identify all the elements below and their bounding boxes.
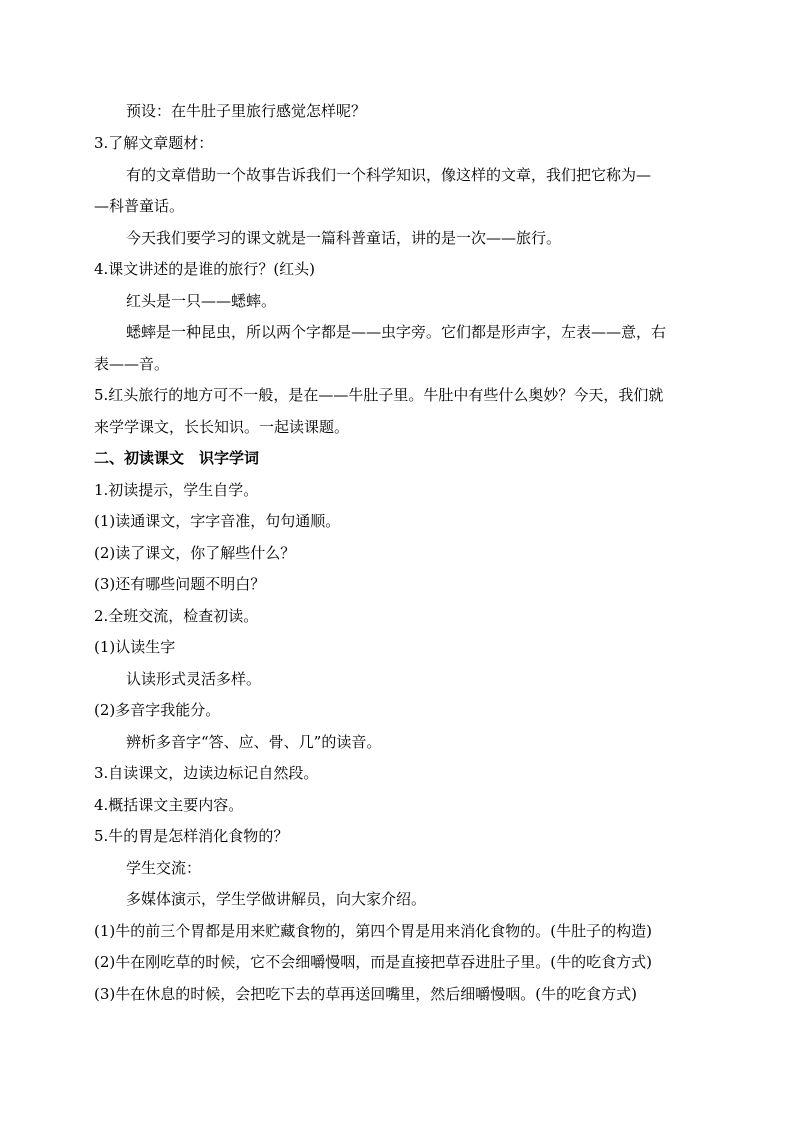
paragraph-line: 学生交流： [126, 859, 202, 877]
list-item: (1)牛的前三个胃都是用来贮藏食物的，第四个胃是用来消化食物的。(牛肚子的构造) [94, 922, 652, 940]
section-item: 4.概括课文主要内容。 [94, 796, 244, 814]
section-item: 5.牛的胃是怎样消化食物的？ [94, 827, 289, 845]
list-item: (2)牛在刚吃草的时候，它不会细嚼慢咽，而是直接把草吞进肚子里。(牛的吃食方式) [94, 953, 652, 971]
paragraph-line: 红头是一只——蟋蟀。 [126, 292, 277, 310]
list-item: (2)多音字我能分。 [94, 701, 221, 719]
section-item: 2.全班交流，检查初读。 [94, 607, 259, 625]
list-item: (2)读了课文，你了解些什么？ [94, 544, 296, 562]
list-item: (3)牛在休息的时候，会把吃下去的草再送回嘴里，然后细嚼慢咽。(牛的吃食方式) [94, 985, 637, 1003]
section-heading: 二、初读课文 识字学词 [94, 449, 260, 467]
paragraph-line: 今天我们要学习的课文就是一篇科普童话，讲的是一次——旅行。 [126, 229, 562, 247]
section-item: 3.自读课文，边读边标记自然段。 [94, 764, 319, 782]
section-item: 4.课文讲述的是谁的旅行？(红头) [94, 260, 316, 278]
section-item: 1.初读提示，学生自学。 [94, 481, 259, 499]
paragraph-line: 来学学课文，长长知识。一起读课题。 [94, 418, 350, 436]
paragraph-line: 表——音。 [94, 355, 170, 373]
paragraph-line: 多媒体演示，学生学做讲解员，向大家介绍。 [126, 890, 427, 908]
list-item: (1)认读生字 [94, 638, 176, 656]
section-item: 5.红头旅行的地方可不一般，是在——牛肚子里。牛肚中有些什么奥妙？今天，我们就 [94, 386, 664, 404]
paragraph-line: 有的文章借助一个故事告诉我们一个科学知识，像这样的文章，我们把它称为— [126, 166, 652, 184]
section-item: 3.了解文章题材： [94, 134, 214, 152]
paragraph-line: 蟋蟀是一种昆虫，所以两个字都是——虫字旁。它们都是形声字，左表——意，右 [126, 323, 667, 341]
paragraph-line: 辨析多音字“答、应、骨、几”的读音。 [126, 733, 382, 751]
list-item: (1)读通课文，字字音准，句句通顺。 [94, 512, 341, 530]
paragraph-line: 预设：在牛肚子里旅行感觉怎样呢？ [126, 102, 367, 120]
list-item: (3)还有哪些问题不明白？ [94, 575, 266, 593]
paragraph-line: —科普童话。 [94, 197, 185, 215]
paragraph-line: 认读形式灵活多样。 [126, 670, 262, 688]
